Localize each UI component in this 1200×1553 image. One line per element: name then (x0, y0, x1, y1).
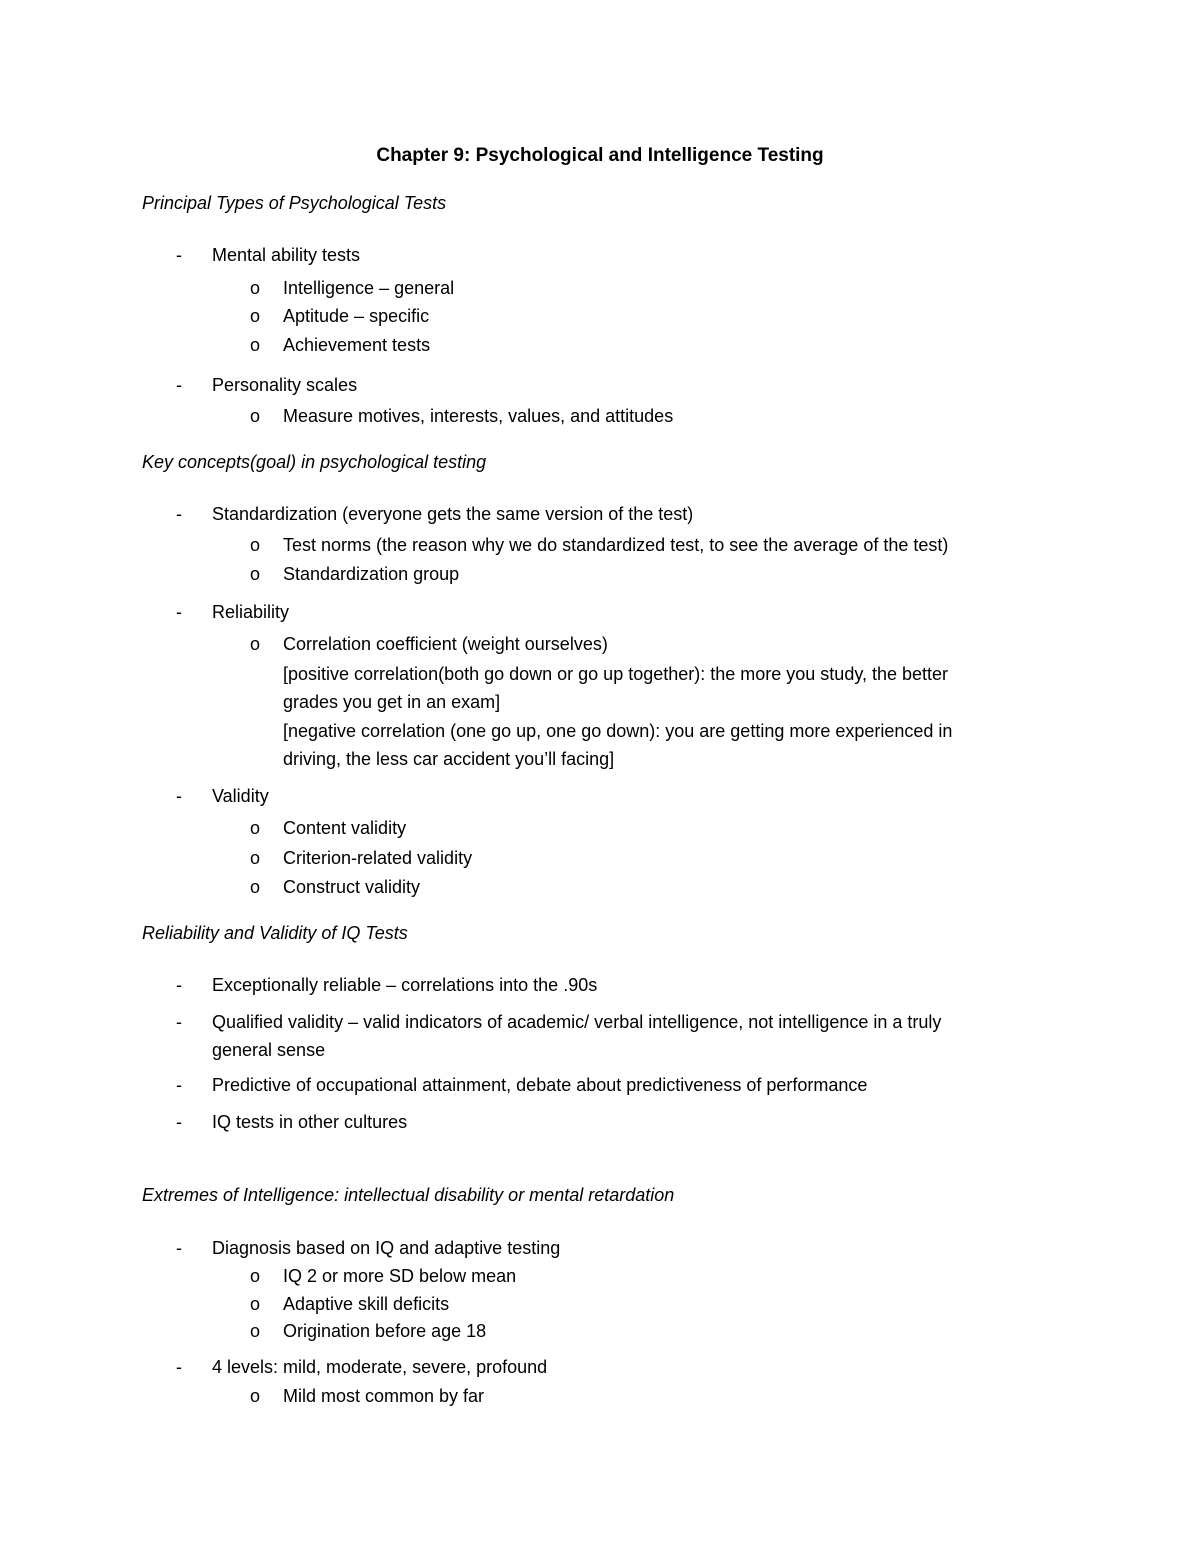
dash-marker: - (176, 1357, 182, 1377)
list-item: 4 levels: mild, moderate, severe, profound (212, 1357, 548, 1377)
dash-marker: - (176, 375, 182, 395)
sub-list-item: Adaptive skill deficits (283, 1294, 450, 1314)
bullet-marker: o (250, 848, 261, 868)
dash-marker: - (176, 1012, 182, 1032)
sub-list-continuation: driving, the less car accident you’ll facing] (283, 749, 615, 769)
dash-marker: - (176, 602, 182, 622)
list-item: Qualified validity – valid indicators of academic/ verbal intelligence, not intelligence in a truly (212, 1012, 942, 1032)
section-heading: Extremes of Intelligence: intellectual disability or mental retardation (142, 1185, 675, 1205)
sub-list-item: Criterion-related validity (283, 848, 473, 868)
sub-list-item: Construct validity (283, 877, 421, 897)
page-title: Chapter 9: Psychological and Intelligence Testing (376, 145, 824, 166)
dash-marker: - (176, 1075, 182, 1095)
bullet-marker: o (250, 877, 261, 897)
bullet-marker: o (250, 406, 261, 426)
list-item: Validity (212, 786, 269, 806)
bullet-marker: o (250, 535, 261, 555)
list-item: Personality scales (212, 375, 358, 395)
sub-list-continuation: [positive correlation(both go down or go up together): the more you study, the better (283, 664, 949, 684)
sub-list-item: Content validity (283, 818, 407, 838)
section-heading: Key concepts(goal) in psychological testing (142, 452, 487, 472)
dash-marker: - (176, 245, 182, 265)
bullet-marker: o (250, 335, 261, 355)
bullet-marker: o (250, 634, 261, 654)
sub-list-continuation: [negative correlation (one go up, one go down): you are getting more experienced in (283, 721, 953, 741)
dash-marker: - (176, 975, 182, 995)
sub-list-item: Measure motives, interests, values, and attitudes (283, 406, 674, 426)
list-item: Predictive of occupational attainment, debate about predictiveness of performance (212, 1075, 868, 1095)
dash-marker: - (176, 786, 182, 806)
bullet-marker: o (250, 306, 261, 326)
sub-list-continuation: grades you get in an exam] (283, 692, 501, 712)
sub-list-item: Achievement tests (283, 335, 431, 355)
list-item: Reliability (212, 602, 290, 622)
dash-marker: - (176, 1112, 182, 1132)
bullet-marker: o (250, 1294, 261, 1314)
list-item: Diagnosis based on IQ and adaptive testing (212, 1238, 561, 1258)
sub-list-item: Standardization group (283, 564, 460, 584)
sub-list-item: Intelligence – general (283, 278, 455, 298)
list-item: IQ tests in other cultures (212, 1112, 408, 1132)
bullet-marker: o (250, 1266, 261, 1286)
section-heading: Principal Types of Psychological Tests (142, 193, 447, 213)
dash-marker: - (176, 504, 182, 524)
dash-marker: - (176, 1238, 182, 1258)
bullet-marker: o (250, 1321, 261, 1341)
list-item: Mental ability tests (212, 245, 361, 265)
sub-list-item: IQ 2 or more SD below mean (283, 1266, 517, 1286)
bullet-marker: o (250, 564, 261, 584)
list-item: Exceptionally reliable – correlations into the .90s (212, 975, 598, 995)
bullet-marker: o (250, 1386, 261, 1406)
section-heading: Reliability and Validity of IQ Tests (142, 923, 408, 943)
list-item: Standardization (everyone gets the same version of the test) (212, 504, 694, 524)
sub-list-item: Origination before age 18 (283, 1321, 487, 1341)
bullet-marker: o (250, 818, 261, 838)
sub-list-item: Mild most common by far (283, 1386, 485, 1406)
list-item-continuation: general sense (212, 1040, 326, 1060)
bullet-marker: o (250, 278, 261, 298)
sub-list-item: Test norms (the reason why we do standardized test, to see the average of the test) (283, 535, 949, 555)
sub-list-item: Correlation coefficient (weight ourselves) (283, 634, 608, 654)
sub-list-item: Aptitude – specific (283, 306, 430, 326)
